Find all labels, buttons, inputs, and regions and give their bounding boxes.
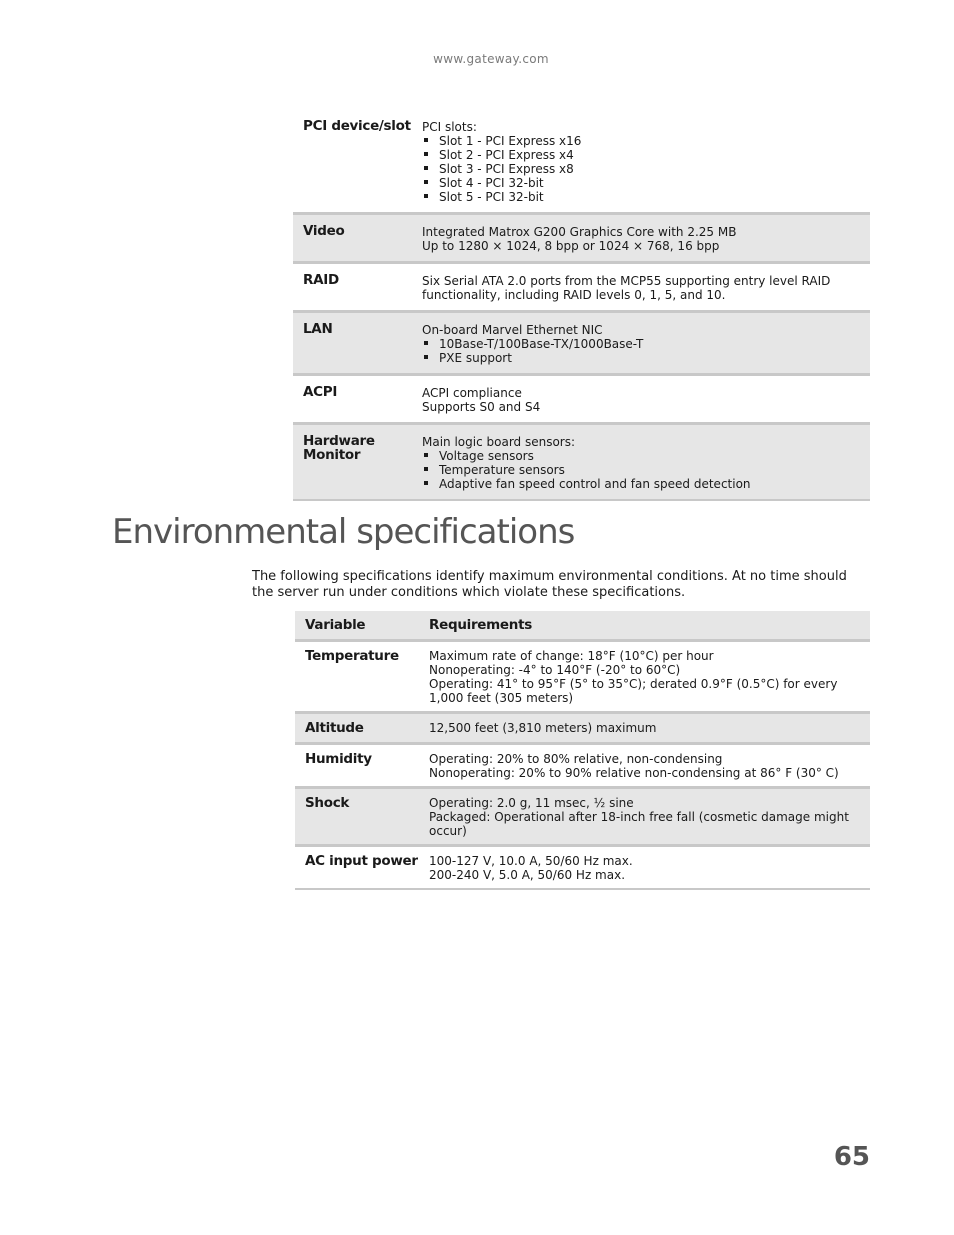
- spec-label: RAID: [293, 263, 422, 312]
- env-line: Nonoperating: 20% to 90% relative non-condensing at 86° F (30° C): [429, 766, 839, 780]
- spec-value: [422, 110, 870, 214]
- spec-line: Supports S0 and S4: [422, 400, 541, 414]
- header-requirements: Requirements: [429, 611, 870, 641]
- env-line: Maximum rate of change: 18°F (10°C) per hour: [429, 649, 714, 663]
- env-label: Humidity: [295, 744, 429, 788]
- spec-line: Up to 1280 × 1024, 8 bpp or 1024 × 768, 16 bpp: [422, 239, 720, 253]
- spec-label: ACPI: [293, 375, 422, 424]
- spec-label: PCI device/slot: [303, 118, 411, 134]
- bullet-item: 10Base-T/100Base-TX/1000Base-T: [422, 337, 862, 351]
- site-url: www.gateway.com: [433, 52, 549, 66]
- spec-value: [422, 424, 870, 501]
- spec-value: [422, 214, 870, 263]
- header-variable: Variable: [295, 611, 429, 641]
- env-row-humidity: [295, 744, 870, 788]
- section-title: Environmental specifications: [112, 512, 575, 552]
- env-line: Operating: 2.0 g, 11 msec, ½ sine: [429, 796, 634, 810]
- bullet-item: Adaptive fan speed control and fan speed detection: [422, 477, 862, 491]
- env-line: Operating: 41° to 95°F (5° to 35°C); derated 0.9°F (0.5°C) for every 1,000 feet (305 meters): [429, 677, 838, 705]
- env-row-ac-input-power: [295, 846, 870, 890]
- bullet-item: Slot 1 - PCI Express x16: [422, 134, 862, 148]
- hardware-spec-table: [293, 110, 870, 501]
- spec-line: On-board Marvel Ethernet NIC: [422, 323, 603, 337]
- spec-row-hardware-monitor: [293, 424, 870, 501]
- bullet-item: Temperature sensors: [422, 463, 862, 477]
- spec-label: LAN: [293, 312, 422, 375]
- spec-label: Hardware Monitor: [293, 424, 422, 501]
- env-label: AC input power: [295, 846, 429, 890]
- env-row-temperature: [295, 641, 870, 713]
- bullet-item: Slot 3 - PCI Express x8: [422, 162, 862, 176]
- table-header-row: [295, 611, 870, 641]
- env-value: [429, 788, 870, 846]
- spec-row-raid: [293, 263, 870, 312]
- spec-row-lan: [293, 312, 870, 375]
- spec-line: PCI slots:: [422, 120, 477, 134]
- spec-bullets: [422, 337, 862, 365]
- bullet-item: Voltage sensors: [422, 449, 862, 463]
- bullet-item: Slot 4 - PCI 32-bit: [422, 176, 862, 190]
- spec-value: [422, 375, 870, 424]
- env-label: Temperature: [295, 641, 429, 713]
- spec-value: [422, 312, 870, 375]
- spec-line: ACPI compliance: [422, 386, 522, 400]
- spec-row-acpi: [293, 375, 870, 424]
- env-line: Operating: 20% to 80% relative, non-condensing: [429, 752, 723, 766]
- spec-value: [422, 263, 870, 312]
- env-value: [429, 713, 870, 744]
- spec-bullets: [422, 449, 862, 491]
- env-row-altitude: [295, 713, 870, 744]
- spec-row-video: [293, 214, 870, 263]
- env-line: Nonoperating: -4° to 140°F (-20° to 60°C): [429, 663, 681, 677]
- env-line: 12,500 feet (3,810 meters) maximum: [429, 721, 657, 735]
- env-value: [429, 744, 870, 788]
- spec-row-pci: [293, 110, 870, 214]
- env-line: 200-240 V, 5.0 A, 50/60 Hz max.: [429, 868, 626, 882]
- bullet-item: PXE support: [422, 351, 862, 365]
- spec-line: Six Serial ATA 2.0 ports from the MCP55 supporting entry level RAID functionality, including RAID levels 0, 1, 5, and 10.: [422, 274, 831, 302]
- spec-bullets: [422, 134, 862, 204]
- bullet-item: Slot 2 - PCI Express x4: [422, 148, 862, 162]
- env-label: Shock: [295, 788, 429, 846]
- spec-line: Integrated Matrox G200 Graphics Core with 2.25 MB: [422, 225, 737, 239]
- bullet-item: Slot 5 - PCI 32-bit: [422, 190, 862, 204]
- env-value: [429, 846, 870, 890]
- section-intro: The following specifications identify maximum environmental conditions. At no time should the server run under conditions which violate these specifications.: [252, 569, 847, 600]
- environmental-spec-table: [295, 611, 870, 890]
- env-line: 100-127 V, 10.0 A, 50/60 Hz max.: [429, 854, 633, 868]
- spec-line: Main logic board sensors:: [422, 435, 576, 449]
- env-line: Packaged: Operational after 18-inch free fall (cosmetic damage might occur): [429, 810, 849, 838]
- spec-label: Video: [293, 214, 422, 263]
- env-label: Altitude: [295, 713, 429, 744]
- env-value: [429, 641, 870, 713]
- page-number: 65: [833, 1142, 870, 1172]
- env-row-shock: [295, 788, 870, 846]
